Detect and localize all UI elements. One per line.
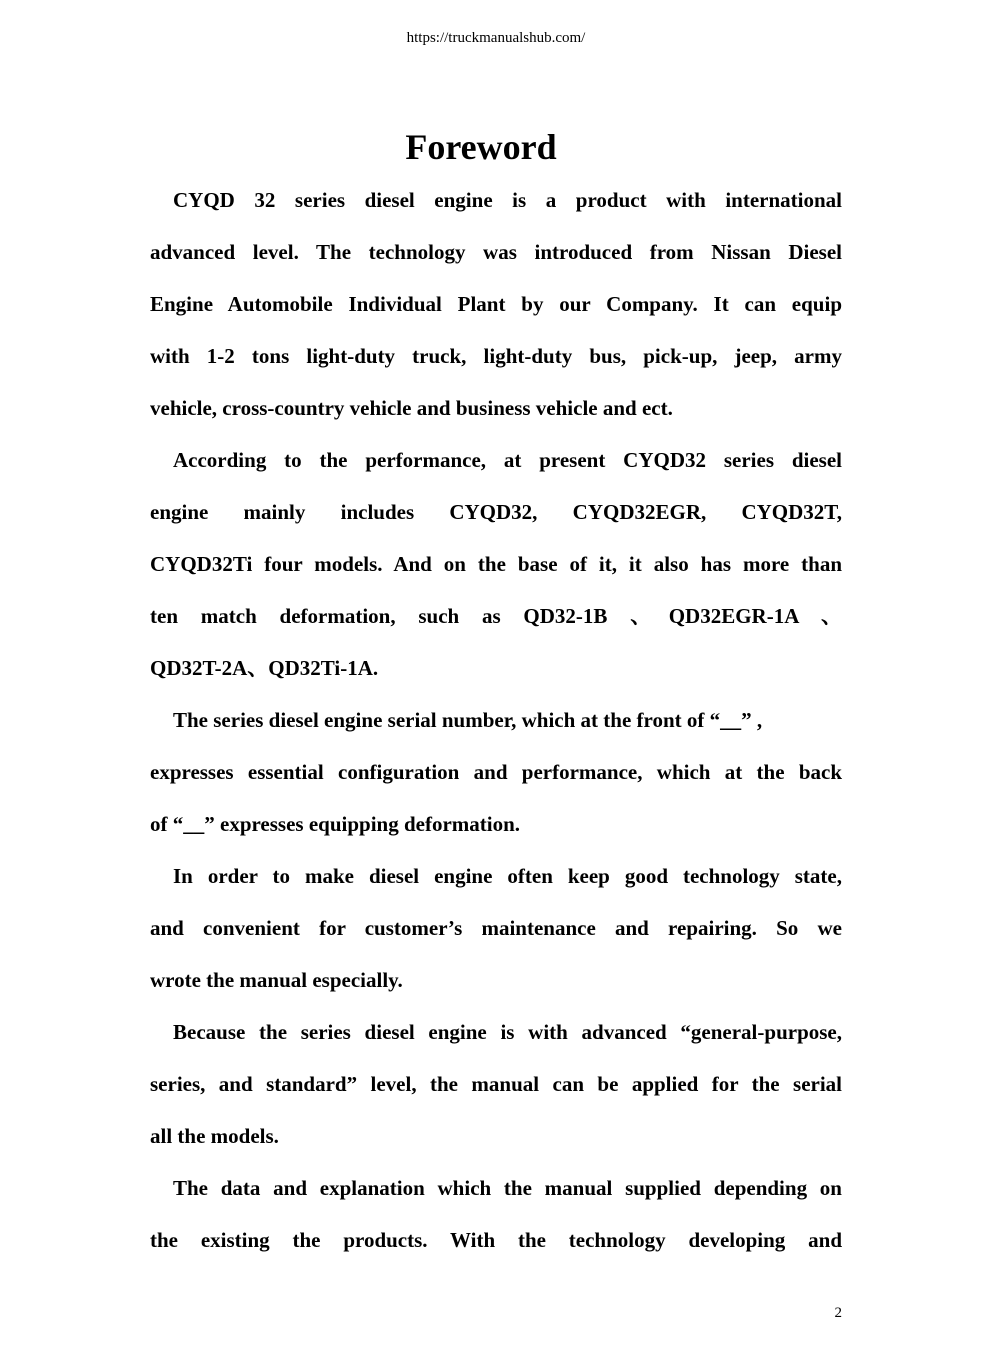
text-line: The series diesel engine serial number, which at the front of “__” , [173,708,763,732]
text-line: CYQD 32 series diesel engine is a product with international [173,188,842,212]
text-line: QD32T-2A、QD32Ti-1A. [150,656,379,680]
text-line: with 1-2 tons light-duty truck, light-duty bus, pick-up, jeep, army [150,344,842,368]
text-line: In order to make diesel engine often keep good technology state, [173,864,842,888]
text-line: engine mainly includes CYQD32, CYQD32EGR, CYQD32T, [150,500,842,524]
text-line: CYQD32Ti four models. And on the base of it, it also has more than [150,552,842,576]
text-line: of “__” expresses equipping deformation. [150,812,521,836]
header-url: https://truckmanualshub.com/ [406,30,586,46]
text-line: wrote the manual especially. [150,968,403,992]
text-line: and convenient for customer’s maintenance and repairing. So we [150,916,842,940]
text-line: advanced level. The technology was introduced from Nissan Diesel [150,240,842,264]
text-line: Because the series diesel engine is with advanced “general-purpose, [173,1020,842,1044]
text-line: vehicle, cross-country vehicle and business vehicle and ect. [150,396,673,420]
text-line: Engine Automobile Individual Plant by our Company. It can equip [150,292,842,316]
page-number: 2 [834,1305,842,1321]
page-title: Foreword [405,127,557,167]
text-line: all the models. [150,1124,279,1148]
body-text [150,174,842,1266]
text-line: the existing the products. With the technology developing and [150,1228,842,1252]
text-line: expresses essential configuration and performance, which at the back [150,760,842,784]
text-line: According to the performance, at present CYQD32 series diesel [173,448,842,472]
text-line: ten match deformation, such as QD32-1B 、QD32EGR-1A 、 [150,604,842,628]
text-line: The data and explanation which the manual supplied depending on [173,1176,842,1200]
text-line: series, and standard” level, the manual can be applied for the serial [150,1072,842,1096]
